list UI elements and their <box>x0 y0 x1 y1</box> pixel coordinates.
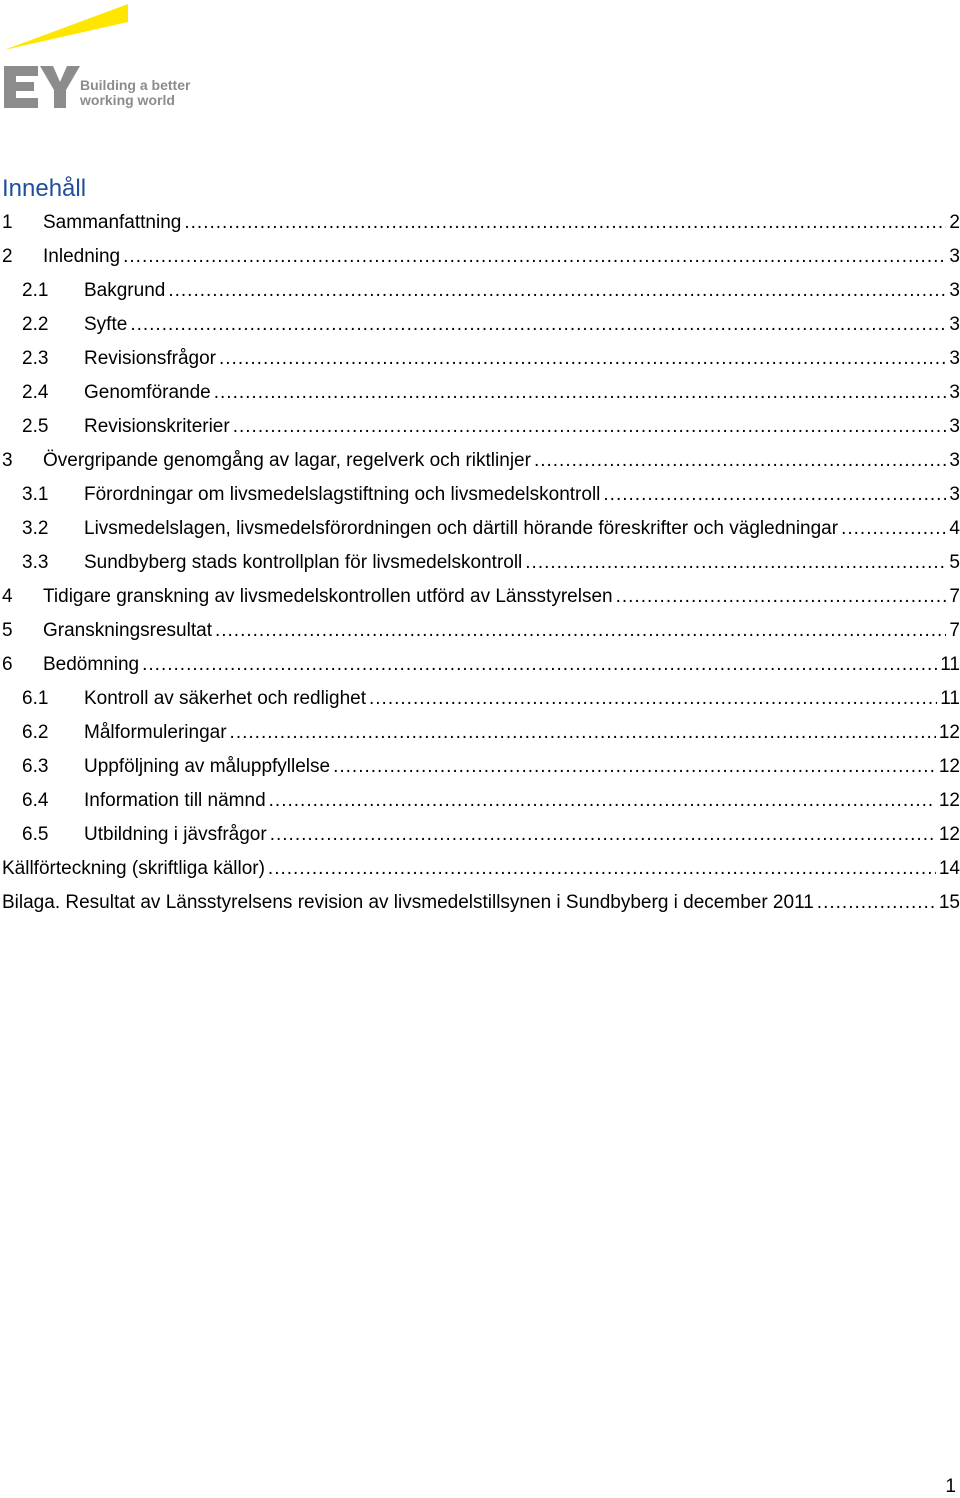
toc-entry-label: Sammanfattning <box>43 212 182 233</box>
toc-dot-leader <box>215 620 946 642</box>
toc-dot-leader <box>603 484 946 506</box>
toc-dot-leader <box>123 246 946 268</box>
ey-logo <box>0 0 210 115</box>
page-number: 1 <box>945 1476 956 1497</box>
tagline-line-1: Building a better <box>80 77 191 93</box>
ey-logo-tagline <box>80 78 190 108</box>
toc-entry-label: Granskningsresultat <box>43 620 212 641</box>
toc-entry[interactable] <box>0 478 960 512</box>
toc-entry-page: 12 <box>938 722 960 743</box>
toc-entry-label: Sundbyberg stads kontrollplan för livsmedelskontroll <box>84 552 523 573</box>
toc-entry-page: 3 <box>949 314 960 335</box>
toc-dot-leader <box>525 552 946 574</box>
toc-entry-page: 3 <box>949 382 960 403</box>
toc-entry-page: 7 <box>949 620 960 641</box>
toc-entry[interactable] <box>0 240 960 274</box>
toc-entry-label: Livsmedelslagen, livsmedelsförordningen och därtill hörande föreskrifter och vägledningar <box>84 518 839 539</box>
toc-dot-leader <box>270 824 936 846</box>
toc-entry[interactable] <box>0 614 960 648</box>
toc-title: Innehåll <box>2 175 87 202</box>
toc-entry[interactable] <box>0 852 960 886</box>
toc-dot-leader <box>817 892 936 914</box>
toc-entry[interactable] <box>0 886 960 920</box>
toc-entry-page: 12 <box>938 824 960 845</box>
toc-entry[interactable] <box>0 444 960 478</box>
table-of-contents <box>0 206 960 920</box>
toc-entry-number: 6 <box>2 654 13 675</box>
toc-dot-leader <box>184 212 946 234</box>
toc-entry-page: 2 <box>949 212 960 233</box>
toc-entry-number: 6.2 <box>22 722 49 743</box>
toc-entry[interactable] <box>0 308 960 342</box>
toc-entry-label: Källförteckning (skriftliga källor) <box>2 858 265 879</box>
toc-entry-label: Uppföljning av måluppfyllelse <box>84 756 331 777</box>
toc-entry-page: 5 <box>949 552 960 573</box>
toc-dot-leader <box>219 348 946 370</box>
toc-entry-page: 12 <box>938 790 960 811</box>
toc-entry-number: 6.5 <box>22 824 49 845</box>
toc-entry-number: 6.1 <box>22 688 49 709</box>
toc-entry-page: 12 <box>938 756 960 777</box>
toc-entry-label: Inledning <box>43 246 121 267</box>
toc-dot-leader <box>130 314 946 336</box>
toc-dot-leader <box>369 688 937 710</box>
toc-entry-page: 11 <box>940 688 960 709</box>
toc-entry-number: 2.2 <box>22 314 49 335</box>
toc-entry[interactable] <box>0 784 960 818</box>
toc-entry[interactable] <box>0 546 960 580</box>
toc-entry-number: 2.1 <box>22 280 49 301</box>
toc-entry-label: Förordningar om livsmedelslagstiftning och livsmedelskontroll <box>84 484 601 505</box>
toc-entry-number: 2.4 <box>22 382 49 403</box>
toc-entry-page: 3 <box>949 484 960 505</box>
toc-entry-number: 3.1 <box>22 484 49 505</box>
toc-dot-leader <box>268 858 936 880</box>
tagline-line-2: working world <box>80 92 175 108</box>
toc-entry-number: 2.5 <box>22 416 49 437</box>
toc-entry[interactable] <box>0 716 960 750</box>
toc-entry-number: 6.3 <box>22 756 49 777</box>
ey-logo-yellow-beam <box>4 4 128 50</box>
toc-entry[interactable] <box>0 648 960 682</box>
toc-entry-label: Tidigare granskning av livsmedelskontrollen utförd av Länsstyrelsen <box>43 586 613 607</box>
toc-entry-page: 3 <box>949 348 960 369</box>
toc-entry-label: Bedömning <box>43 654 140 675</box>
toc-dot-leader <box>269 790 936 812</box>
toc-dot-leader <box>333 756 936 778</box>
toc-dot-leader <box>616 586 947 608</box>
toc-entry-number: 5 <box>2 620 13 641</box>
toc-entry[interactable] <box>0 512 960 546</box>
toc-entry-page: 11 <box>940 654 960 675</box>
toc-entry-number: 4 <box>2 586 13 607</box>
toc-entry-label: Revisionskriterier <box>84 416 230 437</box>
toc-entry-number: 2.3 <box>22 348 49 369</box>
toc-entry-number: 6.4 <box>22 790 49 811</box>
toc-entry-page: 3 <box>949 450 960 471</box>
toc-entry-label: Genomförande <box>84 382 211 403</box>
toc-dot-leader <box>230 722 936 744</box>
toc-entry-label: Målformuleringar <box>84 722 227 743</box>
ey-logo-letters <box>4 66 80 108</box>
toc-entry[interactable] <box>0 580 960 614</box>
toc-entry-number: 3 <box>2 450 13 471</box>
toc-entry-label: Utbildning i jävsfrågor <box>84 824 267 845</box>
toc-entry-label: Information till nämnd <box>84 790 266 811</box>
toc-entry-page: 3 <box>949 280 960 301</box>
toc-entry[interactable] <box>0 818 960 852</box>
toc-dot-leader <box>142 654 937 676</box>
toc-entry[interactable] <box>0 274 960 308</box>
toc-entry[interactable] <box>0 682 960 716</box>
toc-entry-number: 3.2 <box>22 518 49 539</box>
toc-entry[interactable] <box>0 206 960 240</box>
toc-entry-label: Bilaga. Resultat av Länsstyrelsens revision av livsmedelstillsynen i Sundbyberg i december 2011 <box>2 892 814 913</box>
toc-dot-leader <box>841 518 946 540</box>
toc-entry-page: 14 <box>938 858 960 879</box>
toc-entry-label: Revisionsfrågor <box>84 348 216 369</box>
toc-dot-leader <box>214 382 947 404</box>
toc-entry-page: 3 <box>949 246 960 267</box>
toc-entry-label: Kontroll av säkerhet och redlighet <box>84 688 366 709</box>
toc-entry-page: 3 <box>949 416 960 437</box>
toc-entry-number: 2 <box>2 246 13 267</box>
toc-entry[interactable] <box>0 410 960 444</box>
toc-entry-label: Syfte <box>84 314 128 335</box>
toc-entry[interactable] <box>0 342 960 376</box>
toc-entry-label: Övergripande genomgång av lagar, regelverk och riktlinjer <box>43 450 531 471</box>
toc-entry-page: 7 <box>949 586 960 607</box>
toc-entry-number: 3.3 <box>22 552 49 573</box>
toc-entry-page: 15 <box>938 892 960 913</box>
toc-dot-leader <box>233 416 947 438</box>
toc-entry[interactable] <box>0 376 960 410</box>
toc-entry-page: 4 <box>949 518 960 539</box>
toc-dot-leader <box>534 450 946 472</box>
toc-entry[interactable] <box>0 750 960 784</box>
toc-entry-number: 1 <box>2 212 13 233</box>
toc-dot-leader <box>168 280 946 302</box>
toc-entry-label: Bakgrund <box>84 280 166 301</box>
